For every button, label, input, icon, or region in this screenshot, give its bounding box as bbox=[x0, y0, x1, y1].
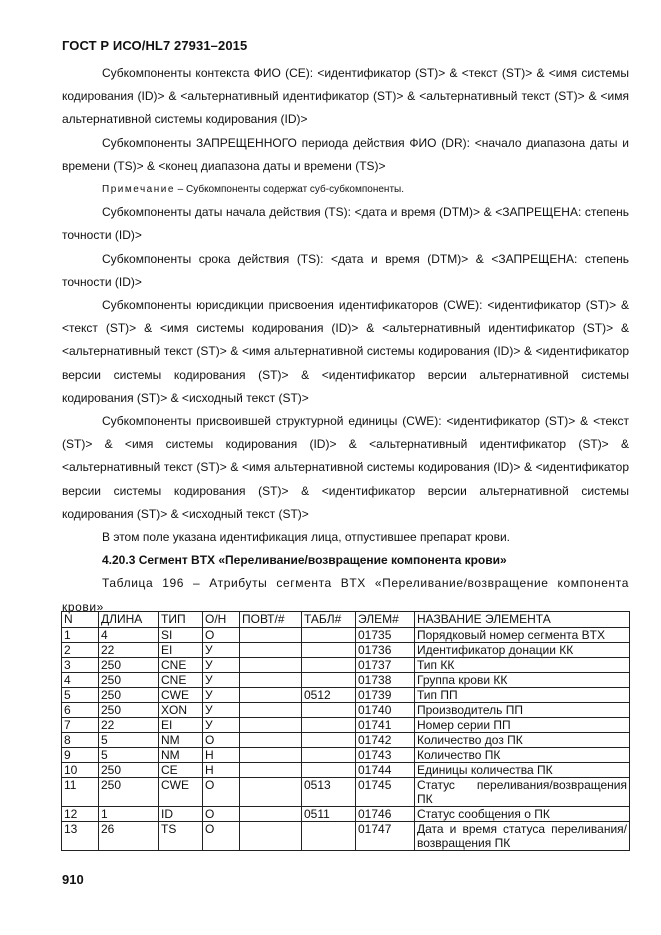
cell-repeat bbox=[240, 628, 302, 643]
table-row bbox=[62, 643, 630, 658]
table-row bbox=[62, 763, 630, 778]
cell-n: 8 bbox=[62, 733, 99, 748]
cell-type: NM bbox=[159, 733, 203, 748]
cell-table bbox=[302, 763, 356, 778]
paragraph-field-description: В этом поле указана идентификация лица, отпустившее препарат крови. bbox=[102, 530, 510, 545]
cell-n: 5 bbox=[62, 688, 99, 703]
cell-optionality: Н bbox=[203, 763, 240, 778]
cell-length: 4 bbox=[99, 628, 159, 643]
table-row bbox=[62, 807, 630, 822]
cell-type: ID bbox=[159, 807, 203, 822]
cell-repeat bbox=[240, 778, 302, 807]
cell-repeat bbox=[240, 763, 302, 778]
col-header-length: ДЛИНА bbox=[99, 612, 159, 628]
cell-length: 250 bbox=[99, 673, 159, 688]
cell-type: TS bbox=[159, 822, 203, 851]
cell-optionality: У bbox=[203, 673, 240, 688]
cell-type: NM bbox=[159, 748, 203, 763]
cell-element: 01737 bbox=[356, 658, 415, 673]
cell-length: 250 bbox=[99, 703, 159, 718]
cell-repeat bbox=[240, 688, 302, 703]
cell-repeat bbox=[240, 718, 302, 733]
page-number: 910 bbox=[62, 872, 84, 887]
cell-table: 0513 bbox=[302, 778, 356, 807]
cell-type: XON bbox=[159, 703, 203, 718]
cell-type: EI bbox=[159, 718, 203, 733]
cell-element-name: Тип КК bbox=[415, 658, 630, 673]
table-row bbox=[62, 688, 630, 703]
cell-optionality: О bbox=[203, 822, 240, 851]
cell-repeat bbox=[240, 703, 302, 718]
table-body bbox=[62, 628, 630, 851]
col-header-optionality: О/Н bbox=[203, 612, 240, 628]
table-row bbox=[62, 822, 630, 851]
cell-table bbox=[302, 658, 356, 673]
document-header: ГОСТ Р ИСО/HL7 27931–2015 bbox=[62, 38, 248, 53]
cell-n: 10 bbox=[62, 763, 99, 778]
cell-type: CE bbox=[159, 763, 203, 778]
cell-table bbox=[302, 673, 356, 688]
cell-optionality: У bbox=[203, 643, 240, 658]
col-header-table: ТАБЛ# bbox=[302, 612, 356, 628]
cell-n: 7 bbox=[62, 718, 99, 733]
cell-repeat bbox=[240, 807, 302, 822]
cell-type: SI bbox=[159, 628, 203, 643]
cell-table: 0512 bbox=[302, 688, 356, 703]
cell-type: EI bbox=[159, 643, 203, 658]
section-title: 4.20.3 Сегмент BTX «Переливание/возвращение компонента крови» bbox=[102, 553, 507, 568]
cell-optionality: О bbox=[203, 807, 240, 822]
cell-element: 01739 bbox=[356, 688, 415, 703]
table-row bbox=[62, 628, 630, 643]
cell-repeat bbox=[240, 822, 302, 851]
cell-element: 01741 bbox=[356, 718, 415, 733]
cell-optionality: О bbox=[203, 778, 240, 807]
col-header-type: ТИП bbox=[159, 612, 203, 628]
table-row bbox=[62, 718, 630, 733]
cell-n: 9 bbox=[62, 748, 99, 763]
cell-optionality: У bbox=[203, 688, 240, 703]
cell-element: 01745 bbox=[356, 778, 415, 807]
cell-element-name: Группа крови КК bbox=[415, 673, 630, 688]
cell-table bbox=[302, 628, 356, 643]
cell-element-name: Статус сообщения о ПК bbox=[415, 807, 630, 822]
cell-n: 12 bbox=[62, 807, 99, 822]
cell-element-name: Статус переливания/возвращения ПК bbox=[415, 778, 630, 807]
cell-length: 22 bbox=[99, 718, 159, 733]
note-text: – Субкомпоненты содержат суб-субкомпоненты. bbox=[174, 184, 404, 196]
cell-type: CWE bbox=[159, 688, 203, 703]
table-row bbox=[62, 703, 630, 718]
cell-length: 250 bbox=[99, 763, 159, 778]
cell-table bbox=[302, 822, 356, 851]
cell-optionality: Н bbox=[203, 748, 240, 763]
cell-element: 01735 bbox=[356, 628, 415, 643]
cell-element-name: Идентификатор донации КК bbox=[415, 643, 630, 658]
cell-length: 5 bbox=[99, 733, 159, 748]
cell-optionality: У bbox=[203, 658, 240, 673]
cell-element-name: Дата и время статуса переливания/возвращения ПК bbox=[415, 822, 630, 851]
cell-n: 11 bbox=[62, 778, 99, 807]
paragraph-assigning-unit: Субкомпоненты присвоившей структурной единицы (CWE): <идентификатор (ST)> & <текст (ST)> & <имя системы кодирования (ID)> & <альтернативный идентификатор (ST)> & <альтернативный текст (ST)> & <имя альтернативной системы кодирования (ID)> & <идентификатор версии системы кодирования (ST)> & <идентификатор версии альтернативной системы кодирования (ST)> & <исходный текст (ST)> bbox=[62, 414, 629, 521]
cell-optionality: О bbox=[203, 733, 240, 748]
cell-element: 01740 bbox=[356, 703, 415, 718]
table-caption: Таблица 196 – Атрибуты сегмента BTX «Переливание/возвращение компонента крови» bbox=[62, 576, 629, 614]
cell-n: 13 bbox=[62, 822, 99, 851]
cell-length: 250 bbox=[99, 658, 159, 673]
cell-table bbox=[302, 643, 356, 658]
table-row bbox=[62, 778, 630, 807]
paragraph-expiration-date: Субкомпоненты срока действия (TS): <дата и время (DTM)> & <ЗАПРЕЩЕНА: степень точности (ID)> bbox=[62, 251, 629, 289]
col-header-n: N bbox=[62, 612, 99, 628]
cell-element-name: Производитель ПП bbox=[415, 703, 630, 718]
cell-optionality: У bbox=[203, 718, 240, 733]
cell-element-name: Количество доз ПК bbox=[415, 733, 630, 748]
cell-table bbox=[302, 748, 356, 763]
cell-length: 250 bbox=[99, 688, 159, 703]
cell-table: 0511 bbox=[302, 807, 356, 822]
cell-element-name: Тип ПП bbox=[415, 688, 630, 703]
table-row bbox=[62, 733, 630, 748]
cell-repeat bbox=[240, 673, 302, 688]
cell-element-name: Единицы количества ПК bbox=[415, 763, 630, 778]
paragraph-ce-subcomponents: Субкомпоненты контекста ФИО (CE): <идентификатор (ST)> & <текст (ST)> & <имя системы кодирования (ID)> & <альтернативный идентификатор (ST)> & <альтернативный текст (ST)> & <имя альтернативной системы кодирования (ID)> bbox=[62, 66, 629, 127]
cell-type: CNE bbox=[159, 673, 203, 688]
paragraph-effective-date: Субкомпоненты даты начала действия (TS): <дата и время (DTM)> & <ЗАПРЕЩЕНА: степень точности (ID)> bbox=[62, 205, 629, 243]
cell-repeat bbox=[240, 658, 302, 673]
note bbox=[62, 178, 629, 201]
col-header-element-name: НАЗВАНИЕ ЭЛЕМЕНТА bbox=[415, 612, 630, 628]
cell-n: 2 bbox=[62, 643, 99, 658]
cell-optionality: О bbox=[203, 628, 240, 643]
table-row bbox=[62, 748, 630, 763]
cell-length: 22 bbox=[99, 643, 159, 658]
col-header-repeat: ПОВТ/# bbox=[240, 612, 302, 628]
cell-n: 4 bbox=[62, 673, 99, 688]
note-label: Примечание bbox=[102, 184, 175, 196]
body-text bbox=[62, 62, 629, 619]
table-header-row bbox=[62, 612, 630, 628]
cell-element: 01736 bbox=[356, 643, 415, 658]
cell-repeat bbox=[240, 748, 302, 763]
cell-element: 01746 bbox=[356, 807, 415, 822]
cell-table bbox=[302, 703, 356, 718]
cell-table bbox=[302, 733, 356, 748]
cell-n: 1 bbox=[62, 628, 99, 643]
cell-element-name: Порядковый номер сегмента BTX bbox=[415, 628, 630, 643]
cell-table bbox=[302, 718, 356, 733]
table-row bbox=[62, 658, 630, 673]
cell-element: 01743 bbox=[356, 748, 415, 763]
cell-element: 01742 bbox=[356, 733, 415, 748]
cell-length: 26 bbox=[99, 822, 159, 851]
cell-length: 5 bbox=[99, 748, 159, 763]
cell-element: 01744 bbox=[356, 763, 415, 778]
paragraph-dr-subcomponents: Субкомпоненты ЗАПРЕЩЕННОГО периода действия ФИО (DR): <начало диапазона даты и времени (TS)> & <конец диапазона даты и времени (TS)> bbox=[62, 135, 629, 173]
cell-n: 3 bbox=[62, 658, 99, 673]
cell-n: 6 bbox=[62, 703, 99, 718]
cell-element: 01738 bbox=[356, 673, 415, 688]
cell-repeat bbox=[240, 643, 302, 658]
cell-type: CNE bbox=[159, 658, 203, 673]
cell-length: 1 bbox=[99, 807, 159, 822]
cell-repeat bbox=[240, 733, 302, 748]
cell-element-name: Номер серии ПП bbox=[415, 718, 630, 733]
cell-element: 01747 bbox=[356, 822, 415, 851]
cell-length: 250 bbox=[99, 778, 159, 807]
cell-element-name: Количество ПК bbox=[415, 748, 630, 763]
paragraph-jurisdiction: Субкомпоненты юрисдикции присвоения идентификаторов (CWE): <идентификатор (ST)> & <текст (ST)> & <имя системы кодирования (ID)> & <альтернативный идентификатор (ST)> & <альтернативный текст (ST)> & <имя альтернативной системы кодирования (ID)> & <идентификатор версии системы кодирования (ST)> & <идентификатор версии альтернативной системы кодирования (ST)> & <исходный текст (ST)> bbox=[62, 298, 629, 405]
table-row bbox=[62, 673, 630, 688]
col-header-element: ЭЛЕМ# bbox=[356, 612, 415, 628]
cell-optionality: У bbox=[203, 703, 240, 718]
attributes-table bbox=[61, 611, 630, 851]
cell-type: CWE bbox=[159, 778, 203, 807]
